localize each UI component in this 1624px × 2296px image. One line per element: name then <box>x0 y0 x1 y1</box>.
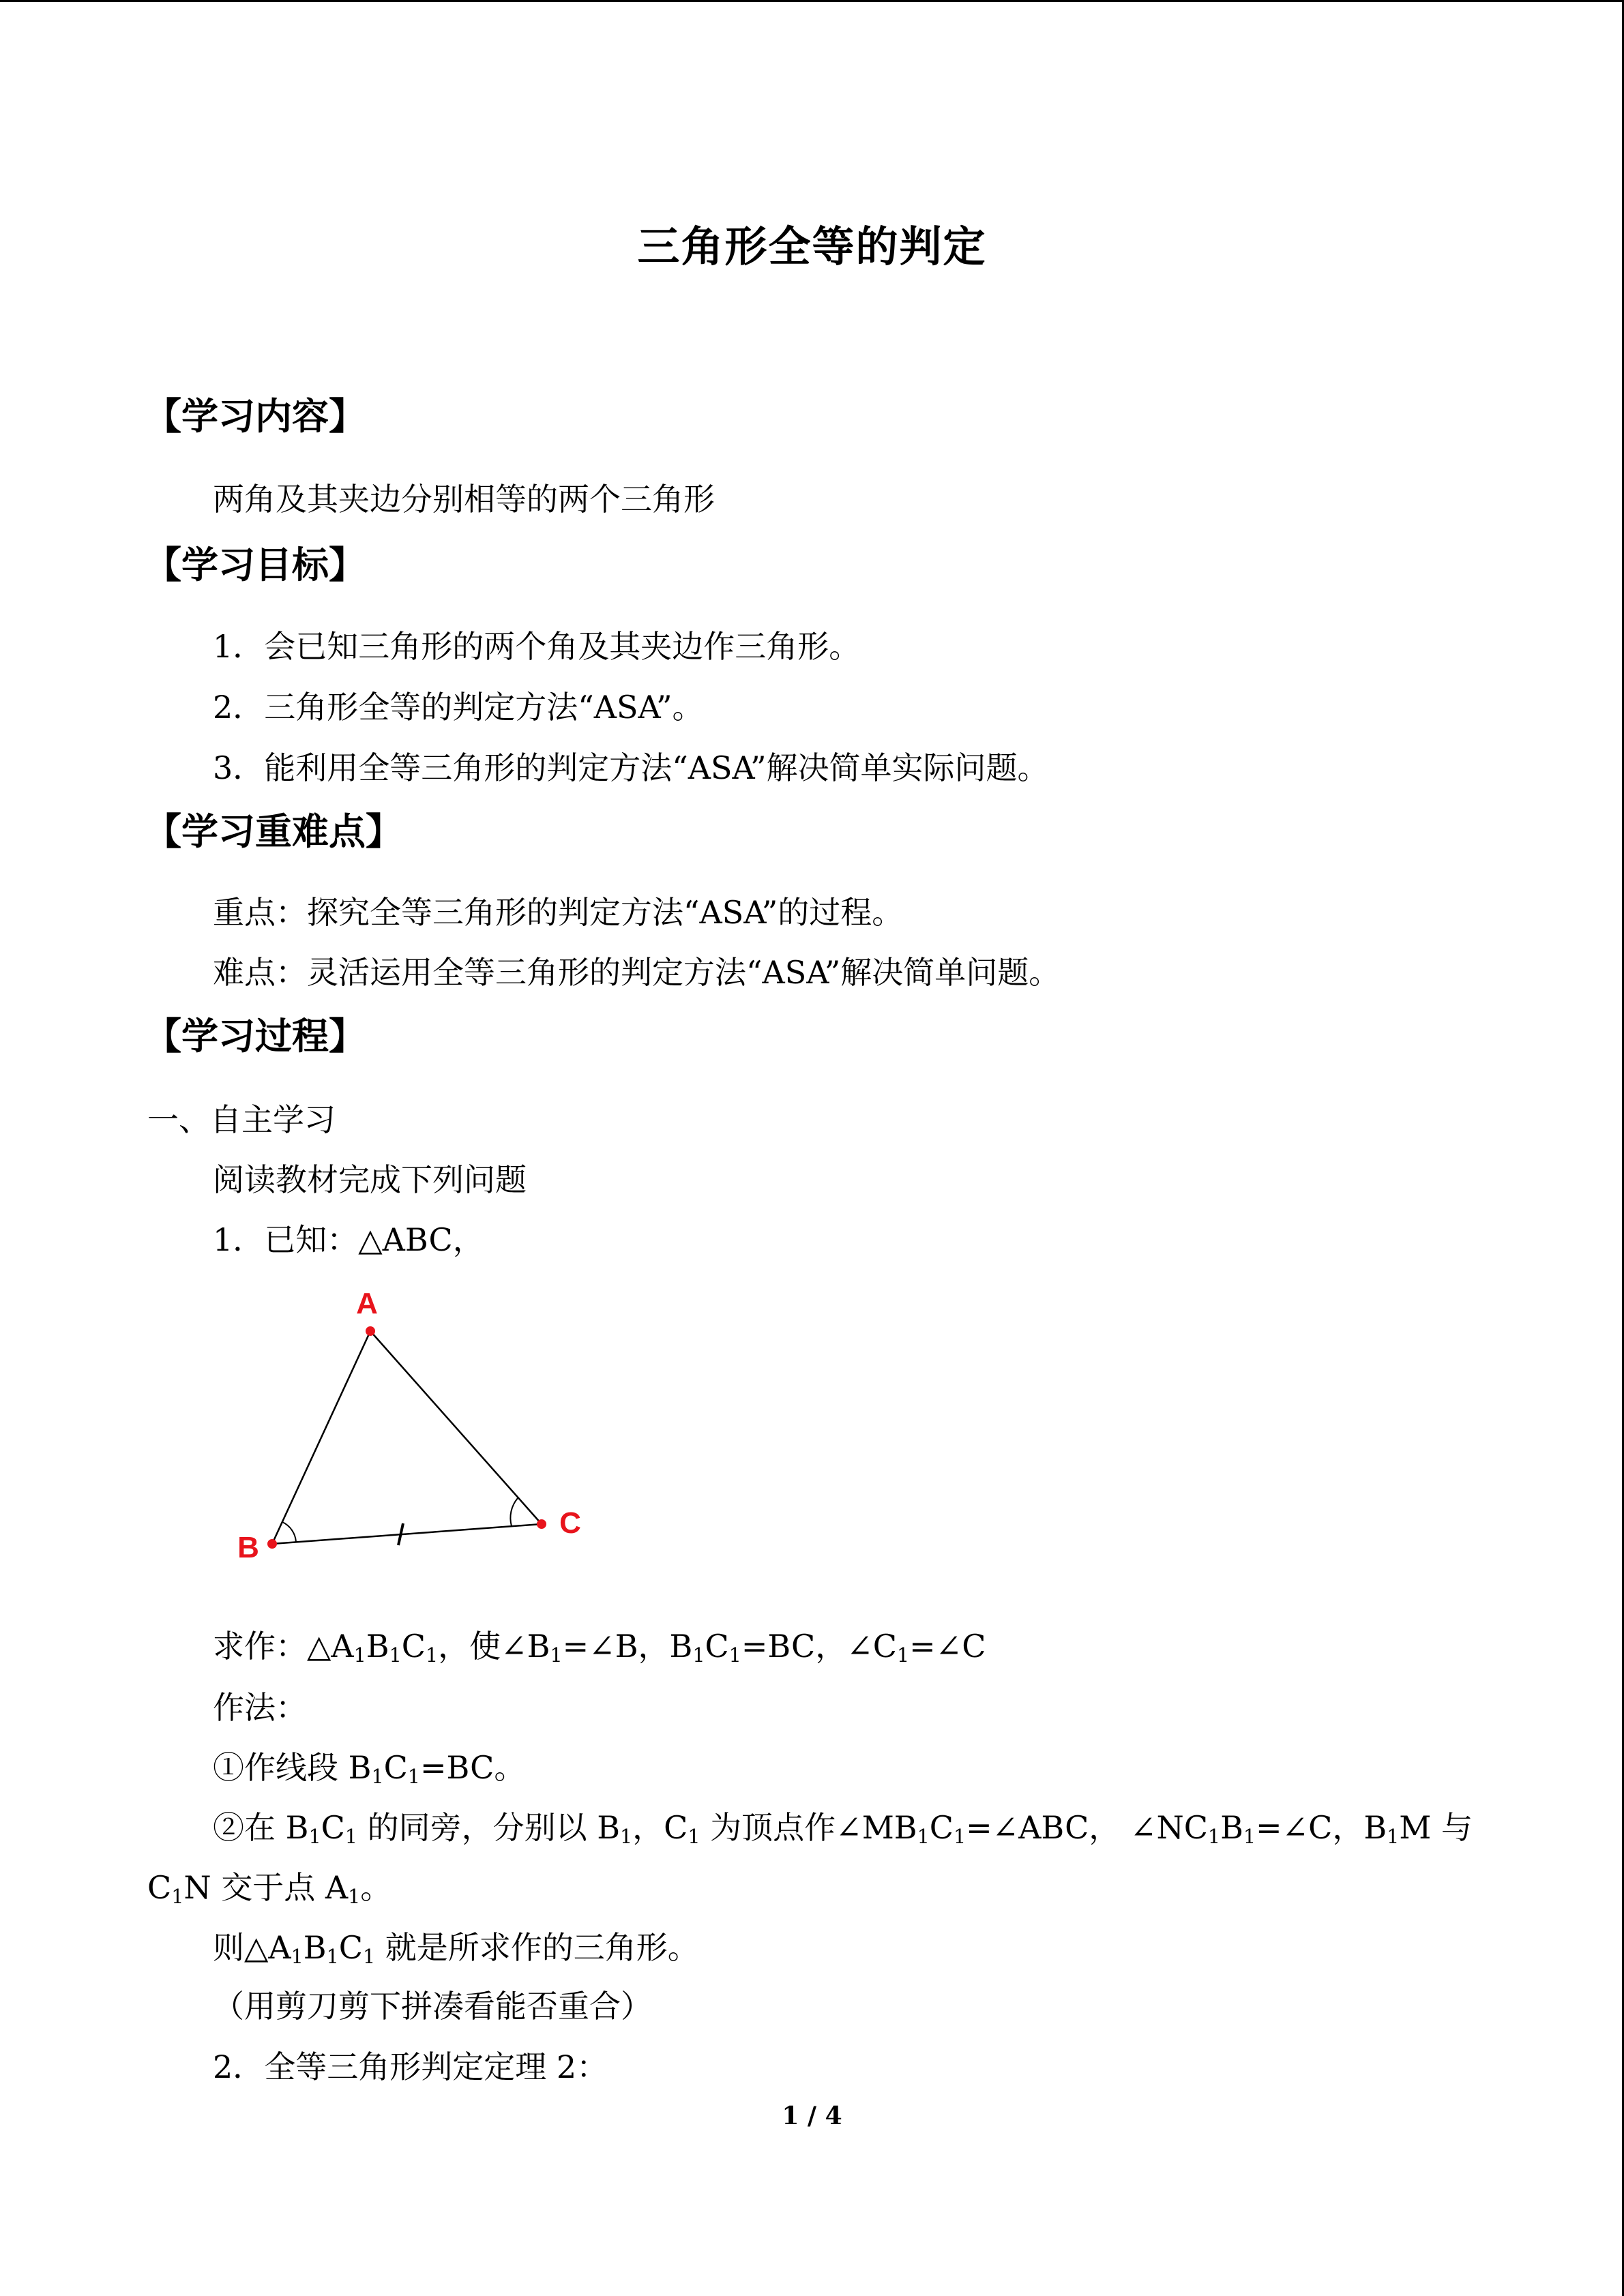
goal-item-1: 1．会已知三角形的两个角及其夹边作三角形。 <box>213 628 861 665</box>
scissors-note: （用剪刀剪下拼凑看能否重合） <box>213 1988 652 2025</box>
side-bc <box>272 1524 542 1544</box>
heading-process: 【学习过程】 <box>145 1014 366 1058</box>
point-a <box>366 1326 375 1336</box>
angle-b-arc <box>282 1522 296 1542</box>
step-2-line-1: ②在 $B_1C_1$ 的同旁，分别以 $B_1$，$C_1$ 为顶点作$\angle MB_1C_1=\angle ABC$， $\angle NC_1B_1=\angle C$，$B_1M$ 与 <box>213 1809 1473 1849</box>
goal-item-2: 2．三角形全等的判定方法“ASA”。 <box>213 689 704 726</box>
label-b: B <box>237 1531 259 1564</box>
conclusion: 则$\triangle A_1B_1C_1$ 就是所求作的三角形。 <box>213 1929 699 1969</box>
heading-keypoints: 【学习重难点】 <box>145 809 402 853</box>
question-2: 2．全等三角形判定定理 2： <box>213 2048 608 2085</box>
page-border-top <box>0 0 1624 2</box>
question-1-given: 1．已知：△ABC， <box>213 1221 484 1258</box>
page-title: 三角形全等的判定 <box>637 222 987 271</box>
content-text: 两角及其夹边分别相等的两个三角形 <box>213 481 715 518</box>
point-c <box>537 1519 546 1529</box>
heading-content: 【学习内容】 <box>145 394 366 438</box>
goal-item-3: 3．能利用全等三角形的判定方法“ASA”解决简单实际问题。 <box>213 749 1049 786</box>
construct-requirement: 求作：$\triangle A_1B_1C_1$，使$\angle B_1=\angle B$，$B_1C_1=BC$，$\angle C_1=\angle C$ <box>213 1628 986 1667</box>
label-a: A <box>356 1287 378 1320</box>
part1-title: 一、自主学习 <box>147 1101 336 1138</box>
focus-text: 重点：探究全等三角形的判定方法“ASA”的过程。 <box>213 894 904 931</box>
step-2-line-2: $C_1N$ 交于点 $A_1$。 <box>147 1869 392 1909</box>
side-ab <box>272 1331 370 1544</box>
side-ac <box>370 1331 542 1524</box>
read-instruction: 阅读教材完成下列问题 <box>213 1161 527 1198</box>
label-c: C <box>559 1506 581 1540</box>
method-label: 作法： <box>213 1689 307 1726</box>
step-1: ①作线段 $B_1C_1=BC$。 <box>213 1749 526 1789</box>
difficulty-text: 难点：灵活运用全等三角形的判定方法“ASA”解决简单问题。 <box>213 954 1061 991</box>
heading-goals: 【学习目标】 <box>145 543 366 586</box>
point-b <box>267 1539 277 1549</box>
page-number: 1 / 4 <box>782 2102 842 2130</box>
angle-c-arc <box>510 1498 518 1526</box>
triangle-figure <box>205 1268 628 1582</box>
